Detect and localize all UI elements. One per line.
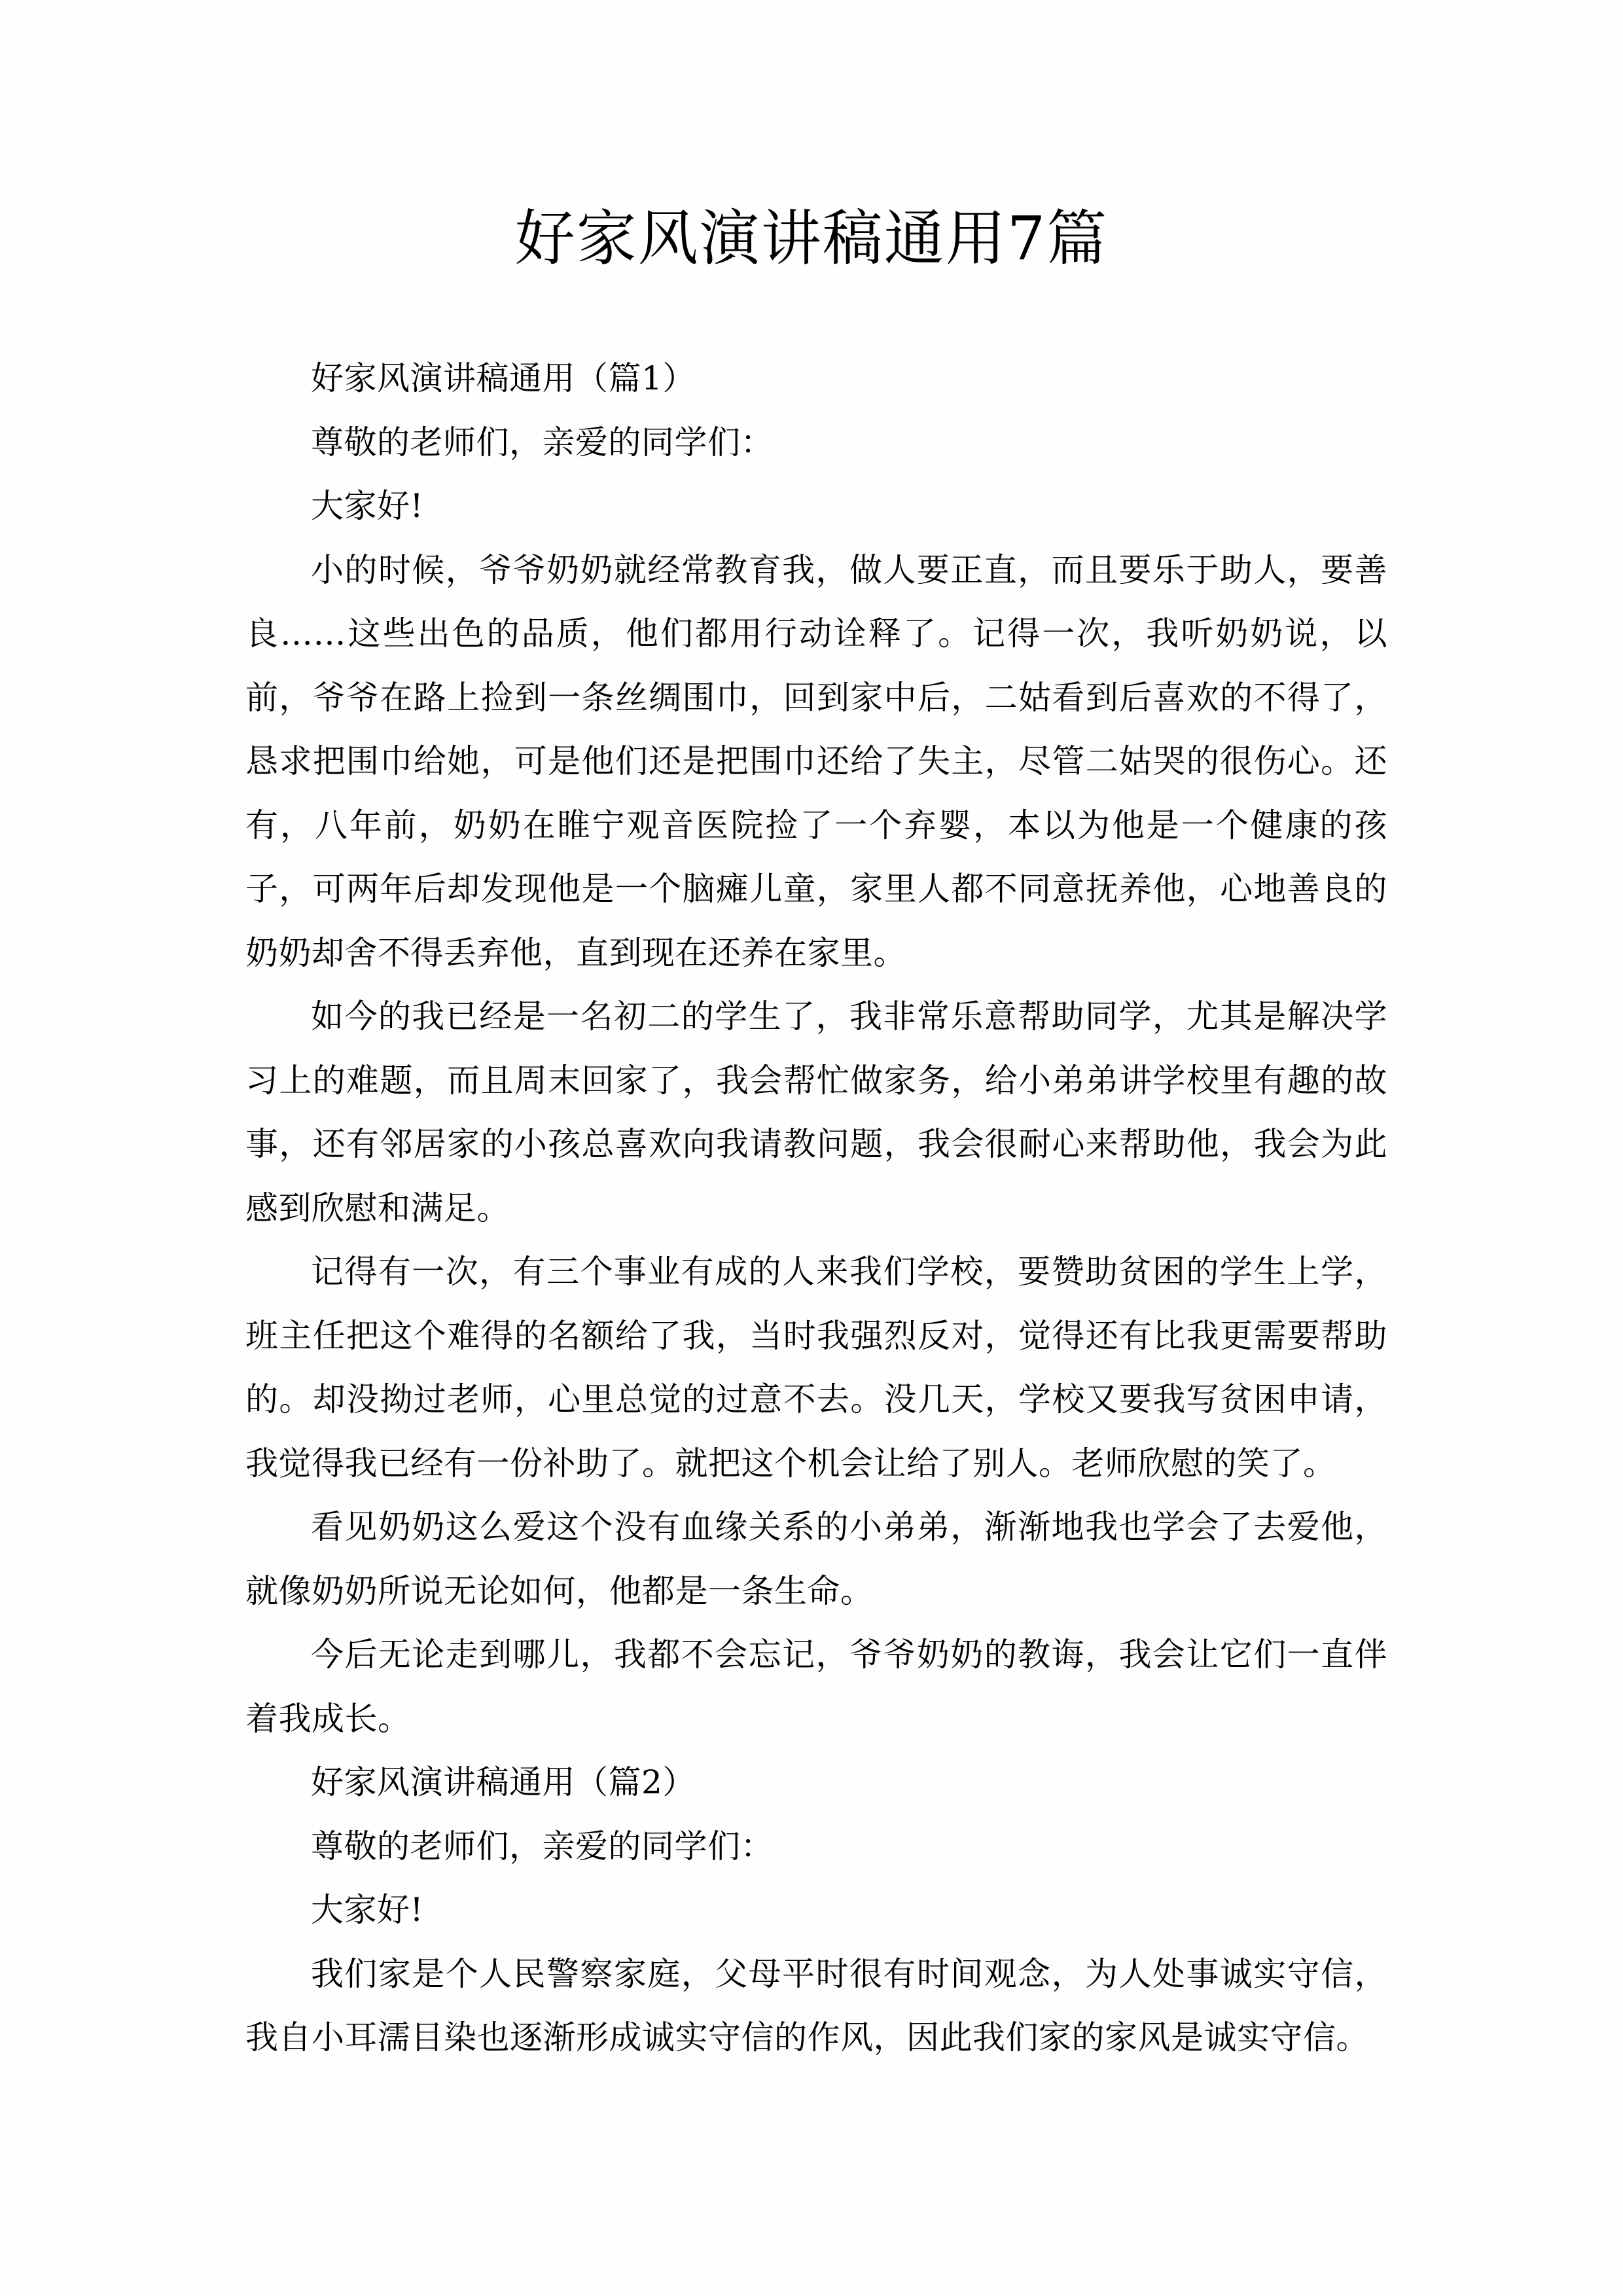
section-heading: 好家风演讲稿通用（篇1） — [311, 359, 696, 397]
greeting: 大家好! — [311, 1891, 424, 1929]
document-title: 好家风演讲稿通用7篇 — [514, 204, 1109, 274]
body-paragraph: 我们家是个人民警察家庭，父母平时很有时间观念，为人处事诚实守信，我自小耳濡目染也逐渐形成诚实守信的作风，因此我们家的家风是诚实守信。 — [245, 1954, 1387, 2056]
body-paragraph: 如今的我已经是一名初二的学生了，我非常乐意帮助同学，尤其是解决学习上的难题，而且周末回家了，我会帮忙做家务，给小弟弟讲学校里有趣的故事，还有邻居家的小孩总喜欢向我请教问题，我会很耐心来帮助他，我会为此感到欣慰和满足。 — [245, 997, 1387, 1227]
body-paragraph: 今后无论走到哪儿，我都不会忘记，爷爷奶奶的教诲，我会让它们一直伴着我成长。 — [245, 1636, 1387, 1738]
body-paragraph: 小的时候，爷爷奶奶就经常教育我，做人要正直，而且要乐于助人，要善良……这些出色的品质，他们都用行动诠释了。记得一次，我听奶奶说，以前，爷爷在路上捡到一条丝绸围巾，回到家中后，二姑看到后喜欢的不得了，恳求把围巾给她，可是他们还是把围巾还给了失主，尽管二姑哭的很伤心。还有，八年前，奶奶在睢宁观音医院捡了一个弃婴，本以为他是一个健康的孩子，可两年后却发现他是一个脑瘫儿童，家里人都不同意抚养他，心地善良的奶奶却舍不得丢弃他，直到现在还养在家里。 — [245, 550, 1387, 972]
body-paragraph: 记得有一次，有三个事业有成的人来我们学校，要赞助贫困的学生上学，班主任把这个难得的名额给了我，当时我强烈反对，觉得还有比我更需要帮助的。却没拗过老师，心里总觉的过意不去。没几天，学校又要我写贫困申请，我觉得我已经有一份补助了。就把这个机会让给了别人。老师欣慰的笑了。 — [245, 1253, 1387, 1482]
greeting: 大家好! — [311, 487, 424, 525]
document-body — [245, 347, 1387, 2070]
section-heading: 好家风演讲稿通用（篇2） — [311, 1763, 696, 1801]
salutation: 尊敬的老师们，亲爱的同学们： — [311, 1827, 774, 1865]
salutation: 尊敬的老师们，亲爱的同学们： — [311, 423, 774, 461]
body-paragraph: 看见奶奶这么爱这个没有血缘关系的小弟弟，渐渐地我也学会了去爱他，就像奶奶所说无论如何，他都是一条生命。 — [245, 1508, 1387, 1610]
